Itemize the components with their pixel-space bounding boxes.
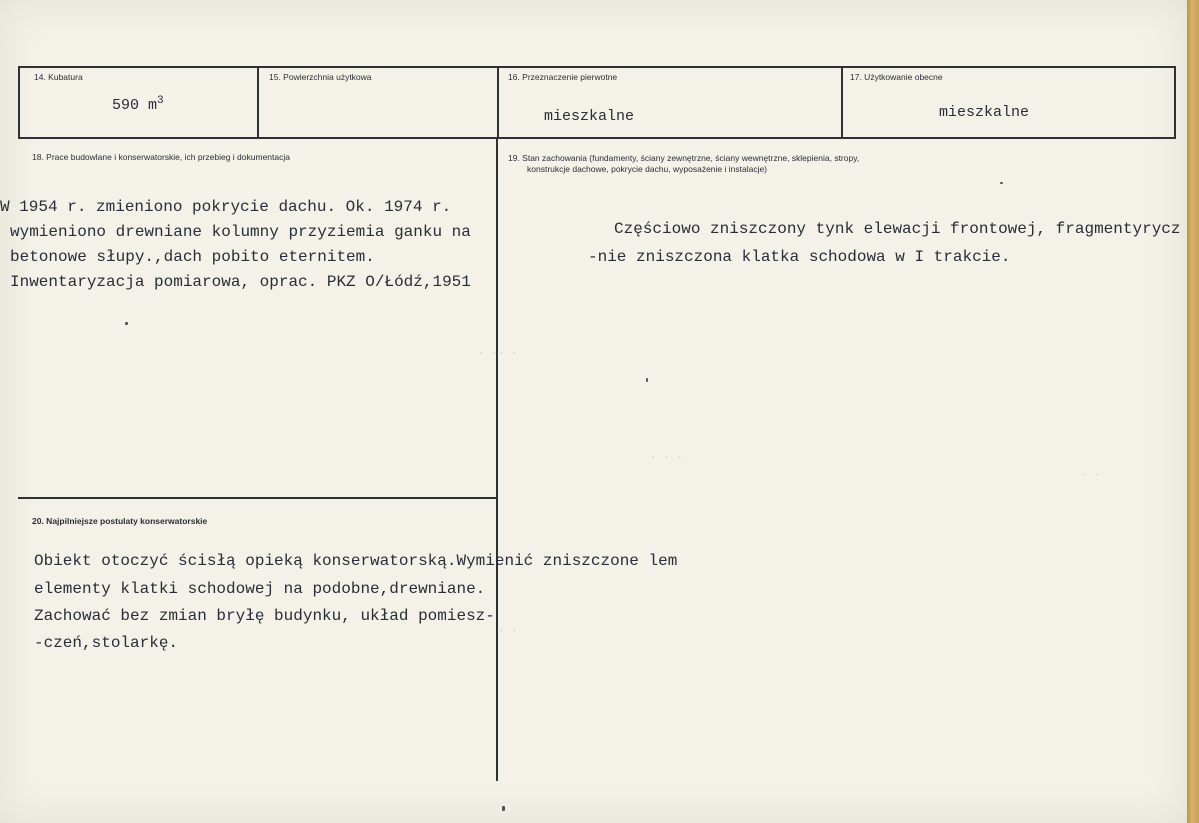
ink-speck [125,322,128,325]
przeznaczenie-value: mieszkalne [544,108,635,125]
ink-speck [502,806,505,811]
stan-zachowania-label-line2: konstrukcje dachowe, pokrycie dachu, wyposażenie i instalacje) [527,164,768,174]
powierzchnia-label: 15. Powierzchnia użytkowa [269,72,372,82]
bleed-through-mark: · · · [650,452,684,464]
prace-budowlane-line: betonowe słupy.,dach pobito eternitem. [10,248,375,266]
divider-14-15 [257,66,259,139]
kubatura-value: 590 $m^3$ [112,95,164,114]
prace-budowlane-line: Inwentaryzacja pomiarowa, oprac. PKZ O/Łódź,1951 [10,273,471,291]
postulaty-line: Obiekt otoczyć ścisłą opieką konserwatorską.Wymienić zniszczone lem [34,552,678,570]
prace-budowlane-line: W 1954 r. zmieniono pokrycie dachu. Ok. 1974 r. [0,198,452,216]
kubatura-unit-exponent: 3 [157,95,164,107]
postulaty-line: Zachować bez zmian bryłę budynku, układ pomiesz- [34,607,495,625]
ink-speck [1000,182,1003,184]
bleed-through-mark: · ·· · [478,348,518,360]
bleed-through-mark: · · [498,626,518,638]
przeznaczenie-label: 16. Przeznaczenie pierwotne [508,72,618,82]
divider-16-17 [841,66,843,139]
prace-budowlane-label: 18. Prace budowlane i konserwatorskie, ich przebieg i dokumentacja [32,152,290,162]
divider-15-16 [497,66,499,139]
right-border [1174,66,1176,139]
bleed-through-mark: · · [1080,470,1100,482]
ink-speck [646,378,648,382]
left-border [18,66,20,139]
card-edge-background [1187,0,1199,823]
kubatura-label: 14. Kubatura [34,72,83,82]
top-rule [18,66,1176,68]
section-18-20-rule [18,497,496,499]
stan-zachowania-line: -nie zniszczona klatka schodowa w I trakcie. [588,248,1011,266]
uzytkowanie-label: 17. Użytkowanie obecne [850,72,943,82]
postulaty-label: 20. Najpilniejsze postulaty konserwatorskie [32,516,208,526]
postulaty-line: elementy klatki schodowej na podobne,drewniane. [34,580,486,598]
stan-zachowania-label-line1: 19. Stan zachowania (fundamenty, ściany zewnętrzne, ściany wewnętrzne, sklepienia, stropy, [508,153,860,163]
uzytkowanie-value: mieszkalne [939,104,1030,121]
row1-bottom-rule [18,137,1176,139]
center-divider [496,139,498,781]
stan-zachowania-line: Częściowo zniszczony tynk elewacji frontowej, fragmentyrycz [614,220,1181,238]
prace-budowlane-line: wymieniono drewniane kolumny przyziemia ganku na [10,223,471,241]
postulaty-line: -czeń,stolarkę. [34,634,179,652]
